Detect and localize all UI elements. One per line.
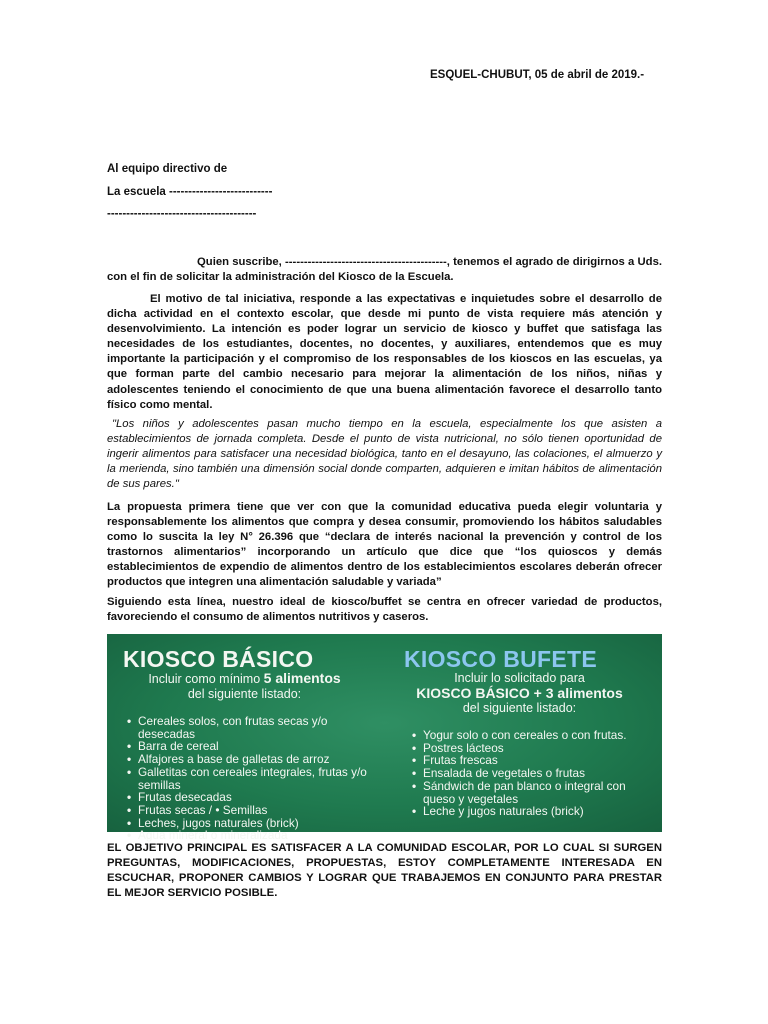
addressee-line-3: --------------------------------------- [107, 208, 257, 220]
list-item: • Sándwich de pan blanco o integral con queso y vegetales [412, 780, 652, 805]
basico-sub2: del siguiente listado: [187, 686, 302, 701]
list-item: • Yogur solo o con cereales o con frutas. [412, 729, 652, 742]
kiosco-bufete-subtitle [392, 671, 647, 716]
kiosco-basico-title: KIOSCO BÁSICO [123, 646, 314, 672]
basico-sub1-big: 5 alimentos [263, 670, 341, 686]
addressee-line-2: La escuela --------------------------- [107, 186, 273, 198]
paragraph-ideal: Siguiendo esta línea, nuestro ideal de kiosco/buffet se centra en ofrecer variedad de productos, favoreciendo el consumo de alimentos nutritivos y caseros. [107, 596, 662, 624]
kiosco-bufete-title: KIOSCO BUFETE [404, 646, 598, 672]
kiosco-banner [107, 634, 662, 843]
list-item: • Cereales solos, con frutas secas y/o desecadas [127, 715, 377, 740]
kiosco-bufete-list [412, 729, 652, 818]
list-item: • Leche y jugos naturales (brick) [412, 805, 652, 818]
bufete-sub2-big: KIOSCO BÁSICO + 3 alimentos [416, 684, 623, 701]
addressee-line-1: Al equipo directivo de [107, 163, 228, 175]
basico-sub1: Incluir como mínimo [148, 672, 261, 686]
paragraph-closing: EL OBJETIVO PRINCIPAL ES SATISFACER A LA COMUNIDAD ESCOLAR, POR LO CUAL SI SURGEN PREGUNTAS, MODIFICACIONES, PROPUESTAS, ESTOY COMPLETAMENTE INTERESADA EN ESCUCHAR, PROPONER CAMBIOS Y LOGRAR QUE TRABAJEMOS EN CONJUNTO PARA PRESTAR EL MEJOR SERVICIO POSIBLE. [107, 842, 662, 900]
list-item: • Postres lácteos [412, 742, 652, 755]
list-item: • Frutas secas / • Semillas [127, 804, 377, 817]
paragraph-intro: Quien suscribe, -------------------------------------------, tenemos el agrado de dirigirnos a Uds. con el fin de solicitar la administración del Kiosco de la Escuela. [107, 256, 662, 284]
kiosco-basico-panel [117, 634, 382, 843]
list-item: • Frutas frescas [412, 754, 652, 767]
list-item: • Barra de cereal [127, 740, 377, 753]
list-item: • Alfajores a base de galletas de arroz [127, 753, 377, 766]
list-item: • Galletitas con cereales integrales, frutas y/o semillas [127, 766, 377, 791]
paragraph-motive: El motivo de tal iniciativa, responde a las expectativas e inquietudes sobre el desarrollo de dicha actividad en el contexto escolar, que desde mi punto de vista requiere más atención y desenvolvimiento. La intención es poder lograr un servicio de kiosco y buffet que satisfaga las necesidades de los estudiantes, docentes, no docentes, y auxiliares, entendemos que es muy importante la participación y el compromiso de los responsables de los kioscos en las escuelas, ya que forman parte del cambio necesario para mejorar la alimentación de los niños, niñas y adolescentes teniendo el conocimiento de que una buena alimentación favorece el desarrollo tanto físico como mental. [107, 293, 662, 411]
list-item: • Agua mineral o mineralizada [127, 829, 377, 842]
bufete-sub1: Incluir lo solicitado para [454, 671, 585, 685]
list-item: • Frutas desecadas [127, 791, 377, 804]
paragraph-quote: "Los niños y adolescentes pasan mucho tiempo en la escuela, especialmente los que asisten a establecimientos de jornada completa. Desde el punto de vista nutricional, no sólo tienen oportunidad de ingerir alimentos para satisfacer una necesidad biológica, tanto en el desayuno, las colaciones, el almuerzo y la merienda, sino también una dimensión social donde comparten, adquieren e imitan hábitos de alimentación de sus pares." [107, 418, 662, 491]
kiosco-basico-subtitle [117, 671, 372, 701]
place-date: ESQUEL-CHUBUT, 05 de abril de 2019.- [430, 69, 645, 81]
kiosco-bufete-panel [392, 634, 657, 832]
kiosco-basico-list [127, 715, 377, 842]
list-item: • Leches, jugos naturales (brick) [127, 817, 377, 830]
bufete-sub3: del siguiente listado: [462, 701, 577, 715]
list-item: • Ensalada de vegetales o frutas [412, 767, 652, 780]
paragraph-proposal: La propuesta primera tiene que ver con que la comunidad educativa pueda elegir voluntaria y responsablemente los alimentos que compra y desea consumir, promoviendo los hábitos saludables como lo suscita la ley N° 26.396 que “declara de interés nacional la prevención y control de los trastornos alimentarios” incorporando un artículo que dice que “los quioscos y demás establecimientos de expendio de alimentos dentro de los establecimientos escolares deberán ofrecer productos que integren una alimentación saludable y variada” [107, 501, 662, 589]
